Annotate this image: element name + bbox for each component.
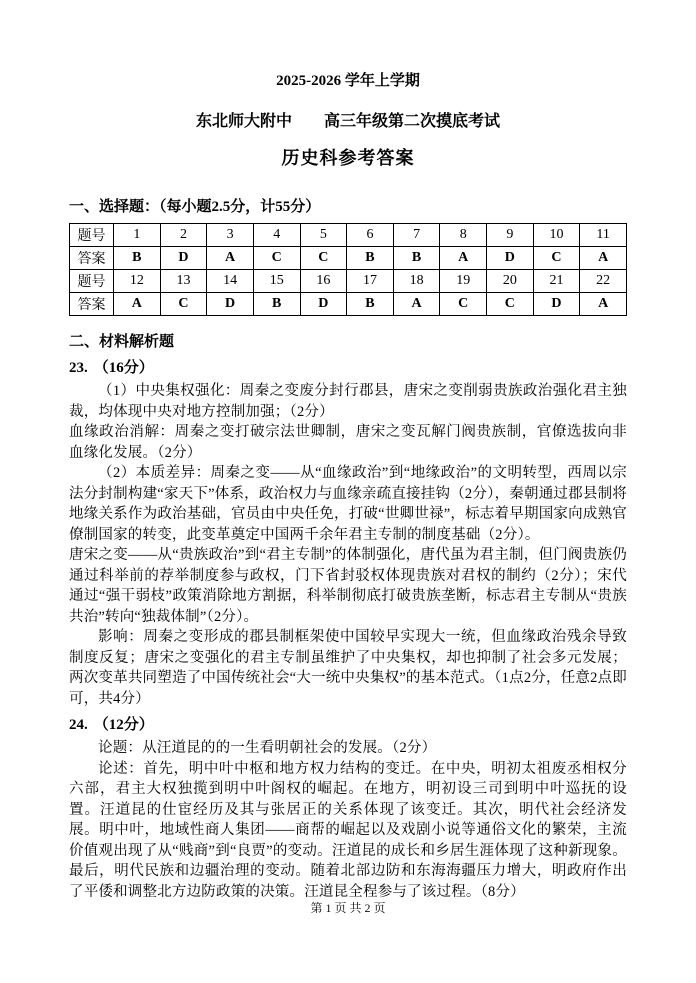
qnum-cell: 15 [253,270,300,293]
q23-paragraph-1: （1）中央集权强化：周秦之变废分封行郡县，唐宋之变削弱贵族政治强化君主独裁，均体现中央对地方控制加强；（2分） [69,383,627,420]
answer-cell: B [114,247,161,270]
qnum-cell: 16 [300,270,347,293]
qnum-cell: 21 [533,270,580,293]
qnum-cell: 6 [347,224,394,247]
answer-cell: D [300,293,347,316]
q23-paragraph-5: 影响：周秦之变形成的郡县制框架使中国较早实现大一统，但血缘政治残余导致制度反复；唐宋之变强化的君主专制虽维护了中央集权，却也抑制了社会多元发展；两次变革共同塑造了中国传统社会“大一统中央集权”的基本范式。（1点2分，任意2点即可，共4分） [69,629,627,707]
answer-cell: C [487,293,534,316]
question-23-block [69,358,627,709]
qnum-cell: 9 [487,224,534,247]
answer-cell: A [393,293,440,316]
qnum-cell: 10 [533,224,580,247]
qnum-cell: 13 [160,270,207,293]
table-row-qnum-1 [70,224,627,247]
subject-title: 历史科参考答案 [281,148,415,168]
section1-heading: 一、选择题：（每小题2.5分，计55分） [69,199,321,215]
q23-paragraph-2: 血缘政治消解：周秦之变打破宗法世卿制，唐宋之变瓦解门阀贵族制，官僚选拔向非血缘化发展。（2分） [69,424,627,461]
qnum-cell: 8 [440,224,487,247]
row-label-cell: 题号 [70,270,114,293]
question-24-heading [69,715,627,736]
answer-cell: D [487,247,534,270]
q23-paragraph-3: （2）本质差异：周秦之变——从“血缘政治”到“地缘政治”的文明转型，西周以宗法分封制构建“家天下”体系，政治权力与血缘亲疏直接挂钩（2分），秦朝通过郡县制将地缘关系作为政治基础，官员由中央任免，打破“世卿世禄”，标志着早期国家向成熟官僚制国家的转变，此变革奠定中国两千余年君主专制的制度基础（2分）。 [69,465,627,543]
answer-cell: A [114,293,161,316]
answer-cell: C [253,247,300,270]
question-23-number: 23. [69,360,88,376]
question-23-heading [69,358,627,379]
answer-cell: A [440,247,487,270]
footer-page-number: 第 1 页 共 2 页 [310,901,386,915]
q24-paragraph-1: 论题：从汪道昆的的一生看明朝社会的发展。（2分） [98,740,437,756]
question-24-block [69,715,627,902]
answer-table [69,223,627,316]
answer-cell: C [160,293,207,316]
question-24-number: 24. [69,717,88,733]
qnum-cell: 4 [253,224,300,247]
qnum-cell: 14 [207,270,254,293]
row-label-cell: 答案 [70,247,114,270]
answer-cell: C [440,293,487,316]
qnum-cell: 1 [114,224,161,247]
qnum-cell: 2 [160,224,207,247]
row-label-cell: 题号 [70,224,114,247]
answer-cell: B [347,293,394,316]
answer-cell: D [207,293,254,316]
question-23-score: （16分） [93,360,154,376]
qnum-cell: 19 [440,270,487,293]
answer-cell: C [300,247,347,270]
q24-paragraph-2: 论述：首先，明中叶中枢和地方权力结构的变迁。在中央，明初太祖废丞相权分六部，君主大权独揽到明中叶阁权的崛起。在地方，明初设三司到明中叶巡抚的设置。汪道昆的仕宦经历及其与张居正的关系体现了该变迁。其次，明代社会经济发展。明中叶，地域性商人集团——商帮的崛起以及戏剧小说等通俗文化的繁荣，主流价值观出现了从“贱商”到“良贾”的变动。汪道昆的成长和乡居生涯体现了这种新现象。最后，明代民族和边疆治理的变动。随着北部边防和东海海疆压力增大，明政府作出了平倭和调整北方边防政策的决策。汪道昆全程参与了该过程。（8分） [69,760,627,900]
question-24-score: （12分） [93,717,154,733]
row-label-cell: 答案 [70,293,114,316]
qnum-cell: 17 [347,270,394,293]
answer-cell: A [207,247,254,270]
qnum-cell: 3 [207,224,254,247]
qnum-cell: 5 [300,224,347,247]
table-row-qnum-2 [70,270,627,293]
answer-cell: A [580,293,627,316]
table-row-answer-2 [70,293,627,316]
qnum-cell: 11 [580,224,627,247]
answer-cell: C [533,247,580,270]
q23-paragraph-4: 唐宋之变——从“贵族政治”到“君主专制”的体制强化，唐代虽为君主制，但门阀贵族仍通过科举前的荐举制度参与政权，门下省封驳权体现贵族对君权的制约（2分）；宋代通过“强干弱枝”政策消除地方割据，科举制彻底打破贵族垄断，标志君主专制从“贵族共治”转向“独裁体制”（2分）。 [69,547,627,625]
qnum-cell: 20 [487,270,534,293]
answer-cell: B [253,293,300,316]
answer-cell: A [580,247,627,270]
exam-title: 东北师大附中 高三年级第二次摸底考试 [195,113,500,130]
section2-heading: 二、材料解析题 [69,334,175,350]
table-row-answer-1 [70,247,627,270]
qnum-cell: 7 [393,224,440,247]
answer-cell: B [393,247,440,270]
qnum-cell: 18 [393,270,440,293]
semester-title: 2025-2026 学年上学期 [276,73,420,89]
qnum-cell: 22 [580,270,627,293]
answer-cell: B [347,247,394,270]
qnum-cell: 12 [114,270,161,293]
answer-cell: D [160,247,207,270]
answer-cell: D [533,293,580,316]
